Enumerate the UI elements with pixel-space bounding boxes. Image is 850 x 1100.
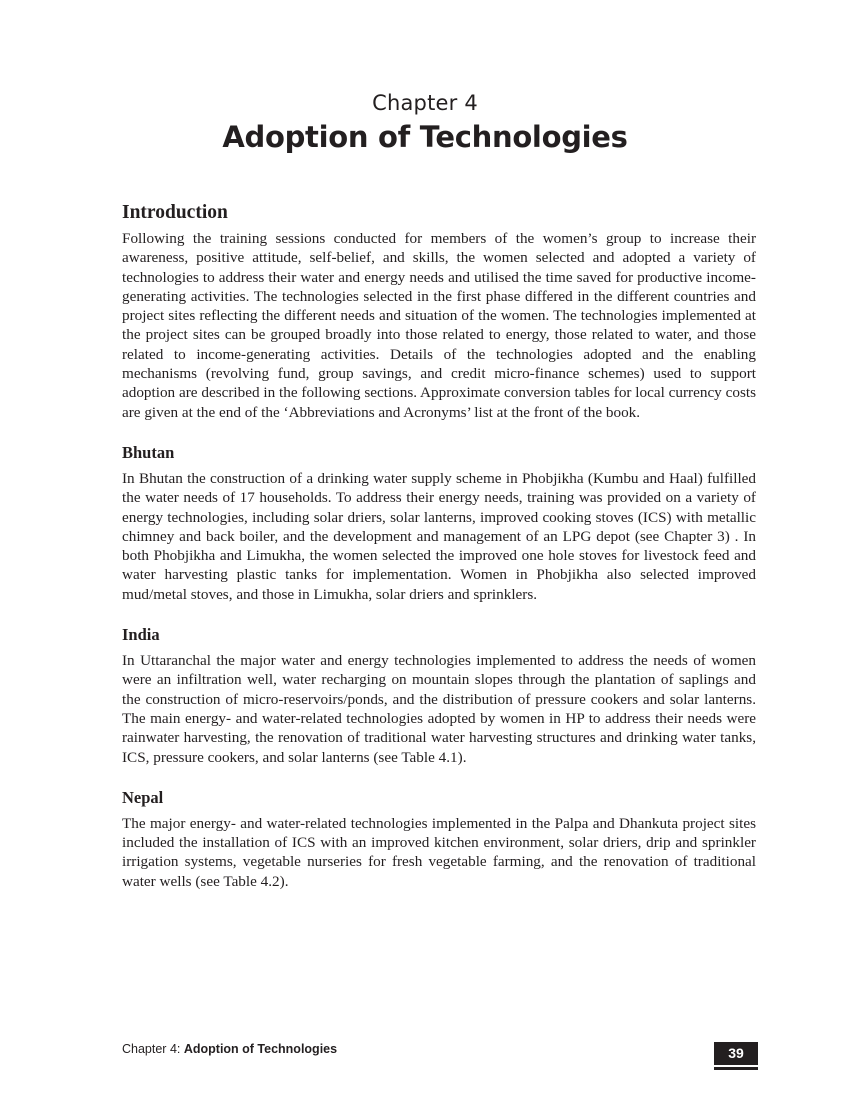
main-content [122,200,756,891]
page-number: 39 [714,1042,758,1065]
chapter-title: Adoption of Technologies [222,120,628,154]
section-spacer [122,767,756,787]
section-spacer [122,604,756,624]
page-number-rule [714,1067,758,1070]
bhutan-paragraph: In Bhutan the construction of a drinking water supply scheme in Phobjikha (Kumbu and Haal) fulfilled the water needs of 17 households. To address their energy needs, training was provided on a variety of energy technologies, including solar driers, solar lanterns, improved cooking stoves (ICS) with metallic chimney and back boiler, and the development and management of an LPG depot (see Chapter 3) . In both Phobjikha and Limukha, the women selected the improved one hole stoves for livestock feed and water harvesting plastic tanks for implementation. Women in Phobjikha also selected improved mud/metal stoves, and those in Limukha, solar driers and sprinklers. [122,469,756,603]
introduction-heading: Introduction [122,202,228,223]
india-paragraph: In Uttaranchal the major water and energy technologies implemented to address the needs of women were an infiltration well, water recharging on mountain slopes through the plantation of saplings and the construction of micro-reservoirs/ponds, and the distribution of pressure cookers and solar lanterns. The main energy- and water-related technologies adopted by women in HP to address their needs were rainwater harvesting, the renovation of traditional water harvesting structures and drinking water tanks, ICS, pressure cookers, and solar lanterns (see Table 4.1). [122,652,756,766]
footer-chapter-prefix: Chapter 4: [122,1042,184,1056]
nepal-heading: Nepal [122,787,164,807]
introduction-paragraph: Following the training sessions conducted for members of the women’s group to increase their awareness, positive attitude, self-belief, and skills, the women selected and adopted a variety of technologies to address their water and energy needs and utilised the time saved for productive income-generating activities. The technologies selected in the first phase differed in the different countries and project sites reflecting the different needs and situation of the women. The technologies implemented at the project sites can be grouped broadly into those related to energy, those related to water, and those related to income-generating activities. Details of the technologies adopted and the enabling mechanisms (revolving fund, group savings, and credit micro-finance schemes) used to support adoption are described in the following sections. Approximate conversion tables for local currency costs are given at the end of the ‘Abbreviations and Acronyms’ list at the front of the book. [122,230,756,421]
india-heading: India [122,625,160,645]
running-footer [122,1042,337,1056]
nepal-paragraph: The major energy- and water-related technologies implemented in the Palpa and Dhankuta project sites included the installation of ICS with an improved kitchen environment, solar driers, drip and sprinkler irrigation systems, vegetable nurseries for fresh vegetable farming, and the renovation of traditional water wells (see Table 4.2). [122,814,756,890]
section-spacer [122,422,756,442]
footer-chapter-title: Adoption of Technologies [183,1042,338,1056]
chapter-label: Chapter 4 [372,91,478,115]
bhutan-heading: Bhutan [122,442,175,462]
